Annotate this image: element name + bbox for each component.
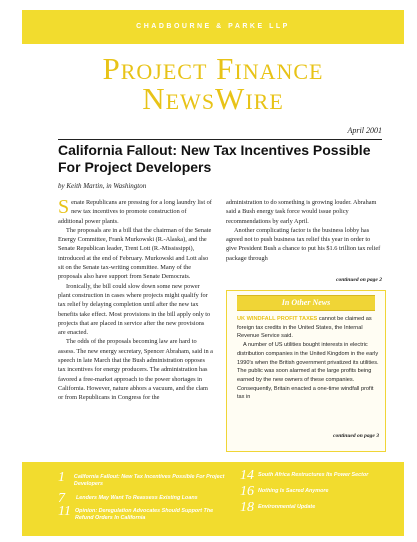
- toc-page-number: 18: [240, 500, 254, 515]
- article-paragraph: [58, 198, 213, 226]
- drop-cap: S: [58, 198, 70, 218]
- article-column-2: [226, 198, 382, 298]
- toc-title: Lenders May Want To Reassess Existing Loans: [76, 495, 198, 501]
- firm-name: CHADBOURNE & PARKE LLP: [136, 23, 290, 30]
- toc-item[interactable]: [240, 502, 390, 514]
- toc-item[interactable]: [58, 493, 228, 505]
- toc-title: Opinion: Deregulation Advocates Should Support The Refund Orders In California: [74, 508, 214, 521]
- toc-item[interactable]: [58, 506, 228, 522]
- toc-title: Nothing Is Sacred Anymore: [258, 488, 329, 494]
- article-paragraph: The proposals are in a bill that the chairman of the Senate Energy Committee, Frank Murkowski (R.-Alaska), and the Senate Republican leader, Trent Lott (R.-Mississippi), introduced at the end of February. Murkowski and Lott also sit on the Senate tax-writing committee. Many of the proposals also have support from Senate Democrats.: [58, 226, 212, 281]
- article-paragraph: administration to do something is growing louder. Abraham said a Bush energy task force would issue policy recommendations by early April.: [226, 199, 377, 225]
- in-other-news-box: [226, 290, 386, 452]
- toc-item[interactable]: [240, 486, 390, 498]
- toc-item[interactable]: [58, 472, 228, 488]
- first-paragraph-text: enate Republicans are pressing for a long laundry list of new tax incentives to promote construction of additional power plants.: [58, 199, 212, 225]
- masthead-title-line1: Project Finance: [102, 51, 324, 86]
- sidebar-continued-link[interactable]: continued on page 3: [333, 433, 379, 439]
- newsletter-page: [22, 10, 404, 536]
- sidebar-text: [237, 315, 381, 430]
- toc-title: California Fallout: New Tax Incentives Possible For Project Developers: [73, 474, 225, 487]
- toc-title: Environmental Update: [258, 504, 316, 510]
- sidebar-lead: UK WINDFALL PROFIT TAXES: [237, 316, 318, 322]
- toc-page-number: 14: [240, 468, 254, 483]
- sidebar-paragraph: [237, 315, 381, 341]
- article-paragraph: Ironically, the bill could slow down some new power plant construction in cases where projects might qualify for tax relief by delaying completion until after the new tax benefits take effect. Most provisions in the bill apply only to projects that are placed in service after the new provisions are enacted.: [58, 282, 211, 337]
- toc-page-number: 7: [58, 491, 65, 506]
- article-paragraph: The odds of the proposals becoming law are hard to assess. The new energy secretary, Spencer Abraham, said in a speech in late March that the Bush administration opposes tax incentives for energy producers. The administration has favored a free-market approach to the power shortages in California. However, nature abhors a vacuum, and the clam or from Republicans in Congress for the: [58, 338, 213, 402]
- table-of-contents: [22, 462, 404, 536]
- sidebar-paragraph: A number of US utilities bought interests in electric distribution companies in the United Kingdom in the early 1990's when the British government privatized its utilities. The public was soon alarmed at the large profits being earned by the new owners of these companies. Consequently, Britain enacted a one-time windfall profit tax in: [237, 342, 379, 401]
- article-column-1: [58, 198, 213, 468]
- masthead-title-line2: NewsWire: [142, 81, 284, 116]
- toc-page-number: 11: [58, 504, 71, 519]
- issue-date: April 2001: [347, 126, 382, 135]
- toc-title: South Africa Restructures Its Power Sector: [258, 472, 369, 478]
- article-headline: California Fallout: New Tax Incentives Possible For Project Developers: [58, 142, 371, 175]
- article-byline: by Keith Martin, in Washington: [58, 182, 147, 190]
- divider-rule: [58, 139, 382, 140]
- toc-item[interactable]: [240, 470, 390, 482]
- sidebar-title: In Other News: [237, 295, 375, 311]
- continued-link[interactable]: continued on page 2: [336, 277, 382, 283]
- article-paragraph: Another complicating factor is the business lobby has agreed not to push business tax relief this year in order to give President Bush a chance to put his $1.6 trillion tax relief package through: [226, 226, 381, 262]
- toc-page-number: 16: [240, 484, 254, 499]
- toc-page-number: 1: [58, 470, 65, 485]
- top-banner: [22, 10, 404, 44]
- sidebar-lead-rest: cannot be claimed as foreign tax credits in the United States, the Internal Revenue Service said.: [237, 316, 372, 340]
